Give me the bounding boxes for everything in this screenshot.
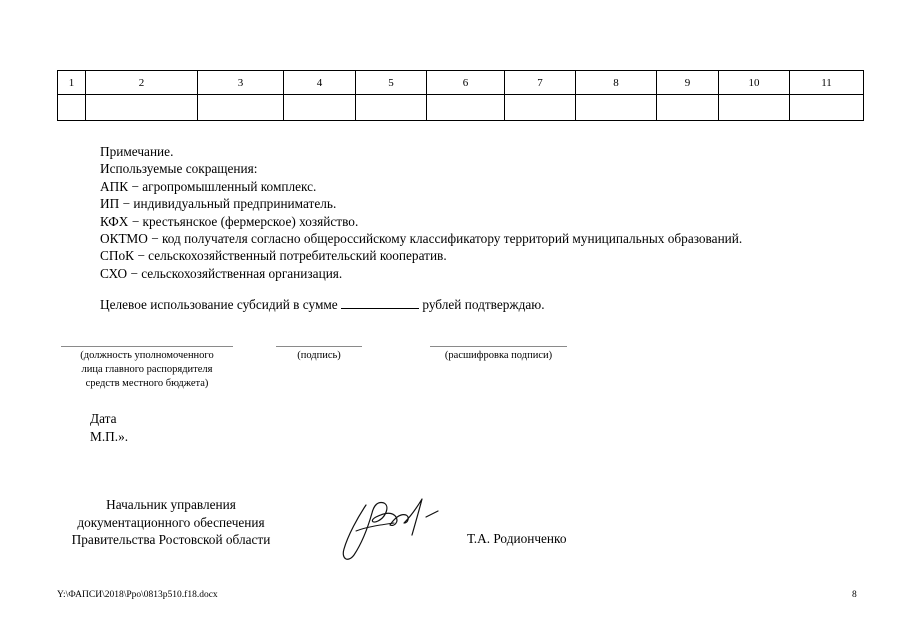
column-number: 7 (505, 71, 576, 95)
table-cell (505, 95, 576, 121)
official-title-line: Правительства Ростовской области (71, 532, 271, 547)
table-row (58, 95, 864, 121)
handwritten-signature (336, 487, 446, 572)
official-name: Т.А. Родионченко (467, 531, 567, 546)
abbreviation-item: АПК − агропромышленный комплекс. (100, 178, 317, 194)
decoding-caption: (расшифровка подписи) (444, 350, 553, 361)
table-cell (86, 95, 198, 121)
column-number: 9 (657, 71, 719, 95)
table-cell (790, 95, 864, 121)
column-number: 11 (790, 71, 864, 95)
column-number: 3 (198, 71, 284, 95)
confirmation-text-after: рублей подтверждаю. (422, 297, 545, 312)
footer-file-path: Y:\ФАПСИ\2018\Pро\0813p510.f18.docx (57, 590, 218, 600)
column-number: 8 (576, 71, 657, 95)
table-cell (284, 95, 356, 121)
date-stamp-block (90, 410, 128, 445)
official-title (62, 496, 280, 549)
amount-blank (341, 296, 419, 309)
table-cell (427, 95, 505, 121)
column-number: 6 (427, 71, 505, 95)
table-cell (198, 95, 284, 121)
notes-title: Примечание. (100, 144, 174, 159)
position-caption-line: лица главного распорядителя (81, 364, 213, 375)
table-cell (719, 95, 790, 121)
table-cell (657, 95, 719, 121)
abbreviation-item: СХО − сельскохозяйственная организация. (100, 265, 343, 281)
abbreviation-item: ОКТМО − код получателя согласно общероссийскому классификатору территорий муниципальных образований. (100, 231, 743, 247)
column-number: 4 (284, 71, 356, 95)
notes-section (100, 143, 742, 282)
data-table (57, 70, 864, 121)
official-title-line: документационного обеспечения (77, 514, 265, 530)
position-caption (57, 349, 237, 391)
date-label: Дата (90, 411, 117, 426)
table-cell (356, 95, 427, 121)
column-number: 5 (356, 71, 427, 95)
column-number: 1 (58, 71, 86, 95)
official-title-line: Начальник управления (106, 497, 236, 512)
position-caption-line: средств местного бюджета) (85, 378, 209, 389)
abbreviations-heading: Используемые сокращения: (100, 161, 258, 177)
position-line (61, 346, 233, 347)
abbreviation-item: ИП − индивидуальный предприниматель. (100, 196, 337, 212)
position-caption-line: (должность уполномоченного (80, 350, 214, 361)
confirmation-text-before: Целевое использование субсидий в сумме (100, 297, 338, 312)
decoding-line (430, 346, 567, 347)
signature-caption: (подпись) (297, 350, 341, 361)
abbreviation-item: КФХ − крестьянское (фермерское) хозяйство. (100, 213, 359, 229)
signature-line (276, 346, 362, 347)
column-number: 2 (86, 71, 198, 95)
stamp-label: М.П.». (90, 428, 129, 444)
confirmation-statement (100, 296, 545, 313)
table-cell (576, 95, 657, 121)
abbreviation-item: СПоК − сельскохозяйственный потребительский кооператив. (100, 248, 447, 264)
column-number: 10 (719, 71, 790, 95)
table-header-row (58, 71, 864, 95)
table-cell (58, 95, 86, 121)
page-number: 8 (852, 590, 857, 600)
